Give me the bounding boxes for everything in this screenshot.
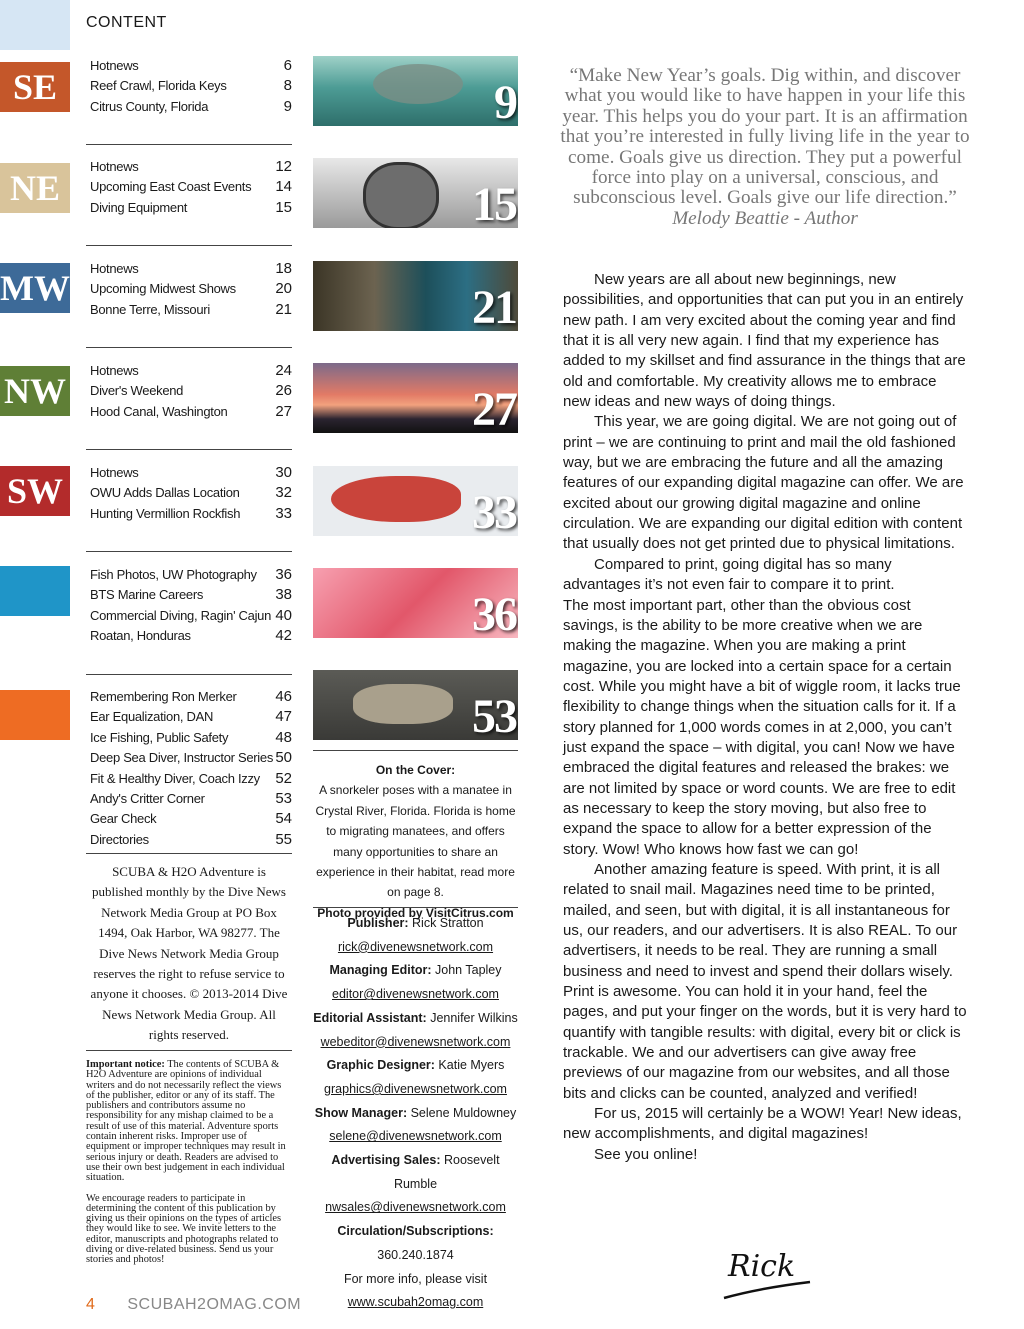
region-code: SW (6, 471, 64, 511)
staff-name: John Tapley (431, 963, 502, 978)
toc-item[interactable]: Ice Fishing, Public Safety 48 (90, 728, 292, 746)
circulation-phone: 360.240.1874 (377, 1247, 454, 1262)
toc-item[interactable]: Hotnews 6 (90, 57, 292, 74)
staff-role: Managing Editor: (329, 963, 432, 978)
toc-item[interactable]: Hotnews 18 (90, 260, 292, 277)
toc-item[interactable]: Hotnews 30 (90, 464, 292, 481)
divider (86, 674, 292, 675)
toc-item[interactable]: Commercial Diving, Ragin' Cajun 40 (90, 606, 292, 624)
staff-role: Advertising Sales: (331, 1153, 441, 1168)
divider (313, 750, 518, 751)
circulation-heading: Circulation/Subscriptions: (337, 1224, 494, 1239)
staff-entry (313, 1054, 518, 1078)
letter-paragraph: See you online! (594, 1145, 698, 1163)
critter-shape (353, 684, 453, 724)
staff-role: Publisher: (347, 916, 409, 930)
toc-group-departments (90, 687, 292, 850)
toc-item[interactable]: Gear Check 54 (90, 810, 292, 828)
toc-item[interactable]: Roatan, Honduras 42 (90, 627, 292, 645)
letter-paragraph: For us, 2015 will certainly be a WOW! Year! New ideas, new accomplishments, and digital magazines! (563, 1105, 962, 1143)
toc-item[interactable]: Hotnews 12 (90, 158, 292, 175)
website-link[interactable]: www.scubah2omag.com (347, 1295, 484, 1310)
letter-paragraph: This year, we are going digital. We are not going out of print – we are continuing to print and mail the old fashioned way, but we are embracing the future and all the amazing features of our expanding digital magazine can offer. We are excited about our growing digital magazine and online circulation. We are expanding our digital edition with content that usually does not get printed due to physical limitations. (563, 413, 964, 553)
toc-group-se (90, 56, 292, 117)
toc-item[interactable]: Remembering Ron Merker 46 (90, 688, 292, 705)
region-tab-orange[interactable] (0, 690, 70, 740)
page-title: CONTENT (86, 14, 167, 31)
toc-item[interactable]: Upcoming East Coast Events 14 (90, 178, 292, 196)
cover-heading: On the Cover: (375, 763, 456, 777)
divider (86, 551, 292, 552)
notice-text: The contents of SCUBA & H2O Adventure are opinions of individual writers and do not necessarily reflect the views of the publisher, editor or any of its staff. The publishers and contributors assume no responsibility for any mishap claimed to be a result of use of this material. Adventure sports contain inherent risks. Improper use of equipment or improper techniques may result in serious injury or death. Readers are advised to use their own best judgement in each individual situation. (86, 1059, 286, 1184)
thumbnail-fish-closeup[interactable] (313, 568, 518, 638)
toc-group-features (90, 565, 292, 647)
pull-quote (560, 66, 970, 229)
region-code: NW (4, 371, 66, 411)
divider (86, 853, 292, 854)
toc-item[interactable]: Citrus County, Florida 9 (90, 97, 292, 115)
cover-credit: Photo provided by VisitCitrus.com (317, 905, 514, 920)
staff-entry (313, 912, 518, 936)
toc-group-nw (90, 361, 292, 422)
staff-email-link[interactable]: rick@divenewsnetwork.com (337, 939, 494, 954)
cover-text: A snorkeler poses with a manatee in Crystal River, Florida. Florida is home to migrating manatees, and offers many opportunities to share an experience in their habitat, read more on page 8. (315, 783, 516, 900)
important-notice (86, 1060, 292, 1276)
circulation-more: For more info, please visit (343, 1271, 488, 1286)
toc-item[interactable]: BTS Marine Careers 38 (90, 586, 292, 604)
divider (86, 1050, 292, 1051)
manatee-shape (373, 64, 463, 104)
signature (720, 1244, 820, 1304)
toc-item[interactable]: Ear Equalization, DAN 47 (90, 708, 292, 726)
toc-item[interactable]: Andy's Critter Corner 53 (90, 789, 292, 807)
staff-email-link[interactable]: selene@divenewsnetwork.com (329, 1129, 502, 1144)
staff-email-link[interactable]: graphics@divenewsnetwork.com (324, 1081, 507, 1096)
staff-entry (313, 959, 518, 983)
thumbnail-page-number: 27 (472, 383, 516, 433)
region-tab-blue[interactable] (0, 566, 70, 616)
toc-item[interactable]: Directories 55 (90, 830, 292, 848)
header-color-block (0, 0, 70, 50)
thumbnail-rockfish[interactable] (313, 466, 518, 536)
toc-item[interactable]: Hood Canal, Washington 27 (90, 402, 292, 420)
toc-item[interactable]: Diver's Weekend 26 (90, 382, 292, 400)
letter-paragraph: New years are all about new beginnings, new possibilities, and opportunities that can put you in an entirely new path. I am very excited about the coming year and find that it is all very new again. I find that my experience has added to my skillset and find assurance in the things that are old and comfortable. My creativity allows me to embrace new ideas and new ways of doing things. (563, 271, 966, 411)
thumbnail-manatee[interactable] (313, 56, 518, 126)
toc-item[interactable]: Diving Equipment 15 (90, 198, 292, 216)
staff-list (313, 912, 518, 1315)
page-number: 4 (86, 1296, 95, 1313)
divider (86, 144, 292, 145)
thumbnail-critter[interactable] (313, 670, 518, 740)
region-tab-sw[interactable] (0, 466, 70, 516)
staff-role: Graphic Designer: (326, 1058, 435, 1073)
toc-group-sw (90, 463, 292, 524)
staff-name: Roosevelt Rumble (393, 1153, 500, 1191)
divider (86, 449, 292, 450)
toc-item[interactable]: Upcoming Midwest Shows 20 (90, 280, 292, 298)
thumbnail-page-number: 36 (472, 588, 516, 638)
divider (313, 907, 518, 908)
cover-caption (313, 760, 518, 923)
toc-group-mw (90, 259, 292, 320)
region-code: NE (9, 168, 60, 208)
editor-letter (563, 270, 968, 1165)
toc-item[interactable]: Hunting Vermillion Rockfish 33 (90, 504, 292, 522)
toc-item[interactable]: Fish Photos, UW Photography 36 (90, 566, 292, 583)
region-code: SE (12, 67, 58, 107)
notice-label: Important notice: (86, 1059, 165, 1070)
thumbnail-page-number: 15 (472, 178, 516, 228)
staff-name: Selene Muldowney (407, 1105, 517, 1120)
staff-name: Katie Myers (434, 1058, 505, 1073)
letter-paragraph: Another amazing feature is speed. With print, it is all related to snail mail. Magazines need time to be printed, mailed, and seen, but with digital, it is all instantaneous for us, our readers, and our advertisers. It is also REAL. To our advertisers, it needs to be real. They are running a small business and need to invest and spend their dollars wisely. Print is awesome. You can hold it in your hand, feel the pages, and put your finger on the words, but it is very hard to quantify with tangible results: with digital, every bit or click is trackable. We and our advertisers can give away free previews of our magazine from our websites, and all those bits and clicks can be counted, analyzed and verified! (563, 860, 967, 1102)
staff-email-link[interactable]: editor@divenewsnetwork.com (332, 987, 499, 1002)
staff-email-link[interactable]: nwsales@divenewsnetwork.com (325, 1200, 506, 1215)
thumbnail-dive-helmet[interactable] (313, 158, 518, 228)
toc-item[interactable]: Deep Sea Diver, Instructor Series 50 (90, 749, 292, 767)
region-code: MW (0, 268, 70, 308)
thumbnail-cave[interactable] (313, 261, 518, 331)
divider (86, 347, 292, 348)
website-footer[interactable]: SCUBAH2OMAG.COM (127, 1296, 302, 1313)
staff-entry (313, 1102, 518, 1126)
thumbnail-page-number: 53 (472, 690, 516, 740)
divider (86, 245, 292, 246)
thumbnail-sunset[interactable] (313, 363, 518, 433)
rockfish-shape (331, 476, 461, 522)
quote-author: Melody Beattie - Author (672, 207, 858, 229)
letter-paragraph: The most important part, other than the obvious cost savings, is the ability to be more creative when we are making the magazine. When you are making a print magazine, you are locked into a certain space for a certain cost. While you might have a bit of wiggle room, it lacks true flexibility to change things when the situation calls for it. If a story planned for 1,000 words comes in at 2,000, you can’t just expand the space – with digital, you can! Now we have embraced the digital features and released the brakes: we are not limited by space or word counts. We are free to edit as necessary to keep the story moving, but also free to expand the space to allow for a better expression of the story. Wow! Who knows how fast we can go! (563, 596, 961, 858)
toc-group-ne (90, 157, 292, 218)
thumbnail-page-number: 33 (472, 486, 516, 536)
quote-text: “Make New Year’s goals. Dig within, and discover what you would like to have happen in your life this year. This helps you do your part. It is an affirmation that you’re interested in fully living life in the year to come. Goals give us direction. They put a powerful force into play on a universal, conscious, and subconscious level. Goals give our life direction.” (560, 65, 970, 209)
toc-item[interactable]: Fit & Healthy Diver, Coach Izzy 52 (90, 769, 292, 787)
region-tab-se[interactable] (0, 62, 70, 112)
letter-paragraph: Compared to print, going digital has so many advantages it’s not even fair to compare it to print. (563, 555, 895, 594)
notice-encourage: We encourage readers to participate in determining the content of this publication by giving us their opinions on the types of articles they would like to see. We invite letters to the editor, manuscripts and photographs related to diving or dive-related business. Send us your stories and photos! (86, 1192, 282, 1266)
staff-entry (313, 1007, 518, 1031)
staff-role: Editorial Assistant: (313, 1010, 427, 1025)
region-tab-nw[interactable] (0, 366, 70, 416)
staff-role: Show Manager: (314, 1105, 408, 1120)
region-tab-mw[interactable] (0, 263, 70, 313)
publication-info: SCUBA & H2O Adventure is published monthly by the Dive News Network Media Group at PO Box 1494, Oak Harbor, WA 98277. The Dive News Network Media Group reserves the right to refuse service to anyone it chooses. © 2013-2014 Dive News Network Media Group. All rights reserved. (90, 864, 288, 1043)
page-footer (86, 1296, 301, 1314)
thumbnail-page-number: 21 (472, 281, 516, 331)
toc-item[interactable]: Hotnews 24 (90, 362, 292, 379)
helmet-shape (363, 162, 439, 228)
thumbnail-page-number: 9 (494, 76, 516, 126)
signature-text: Rick (728, 1249, 796, 1284)
region-tab-ne[interactable] (0, 163, 70, 213)
toc-item[interactable]: Bonne Terre, Missouri 21 (90, 300, 292, 318)
staff-name: Rick Stratton (408, 916, 484, 930)
toc-item[interactable]: OWU Adds Dallas Location 32 (90, 484, 292, 502)
toc-item[interactable]: Reef Crawl, Florida Keys 8 (90, 77, 292, 95)
staff-name: Jennifer Wilkins (426, 1010, 518, 1025)
staff-email-link[interactable]: webeditor@divenewsnetwork.com (320, 1034, 511, 1049)
staff-entry (313, 1149, 518, 1196)
